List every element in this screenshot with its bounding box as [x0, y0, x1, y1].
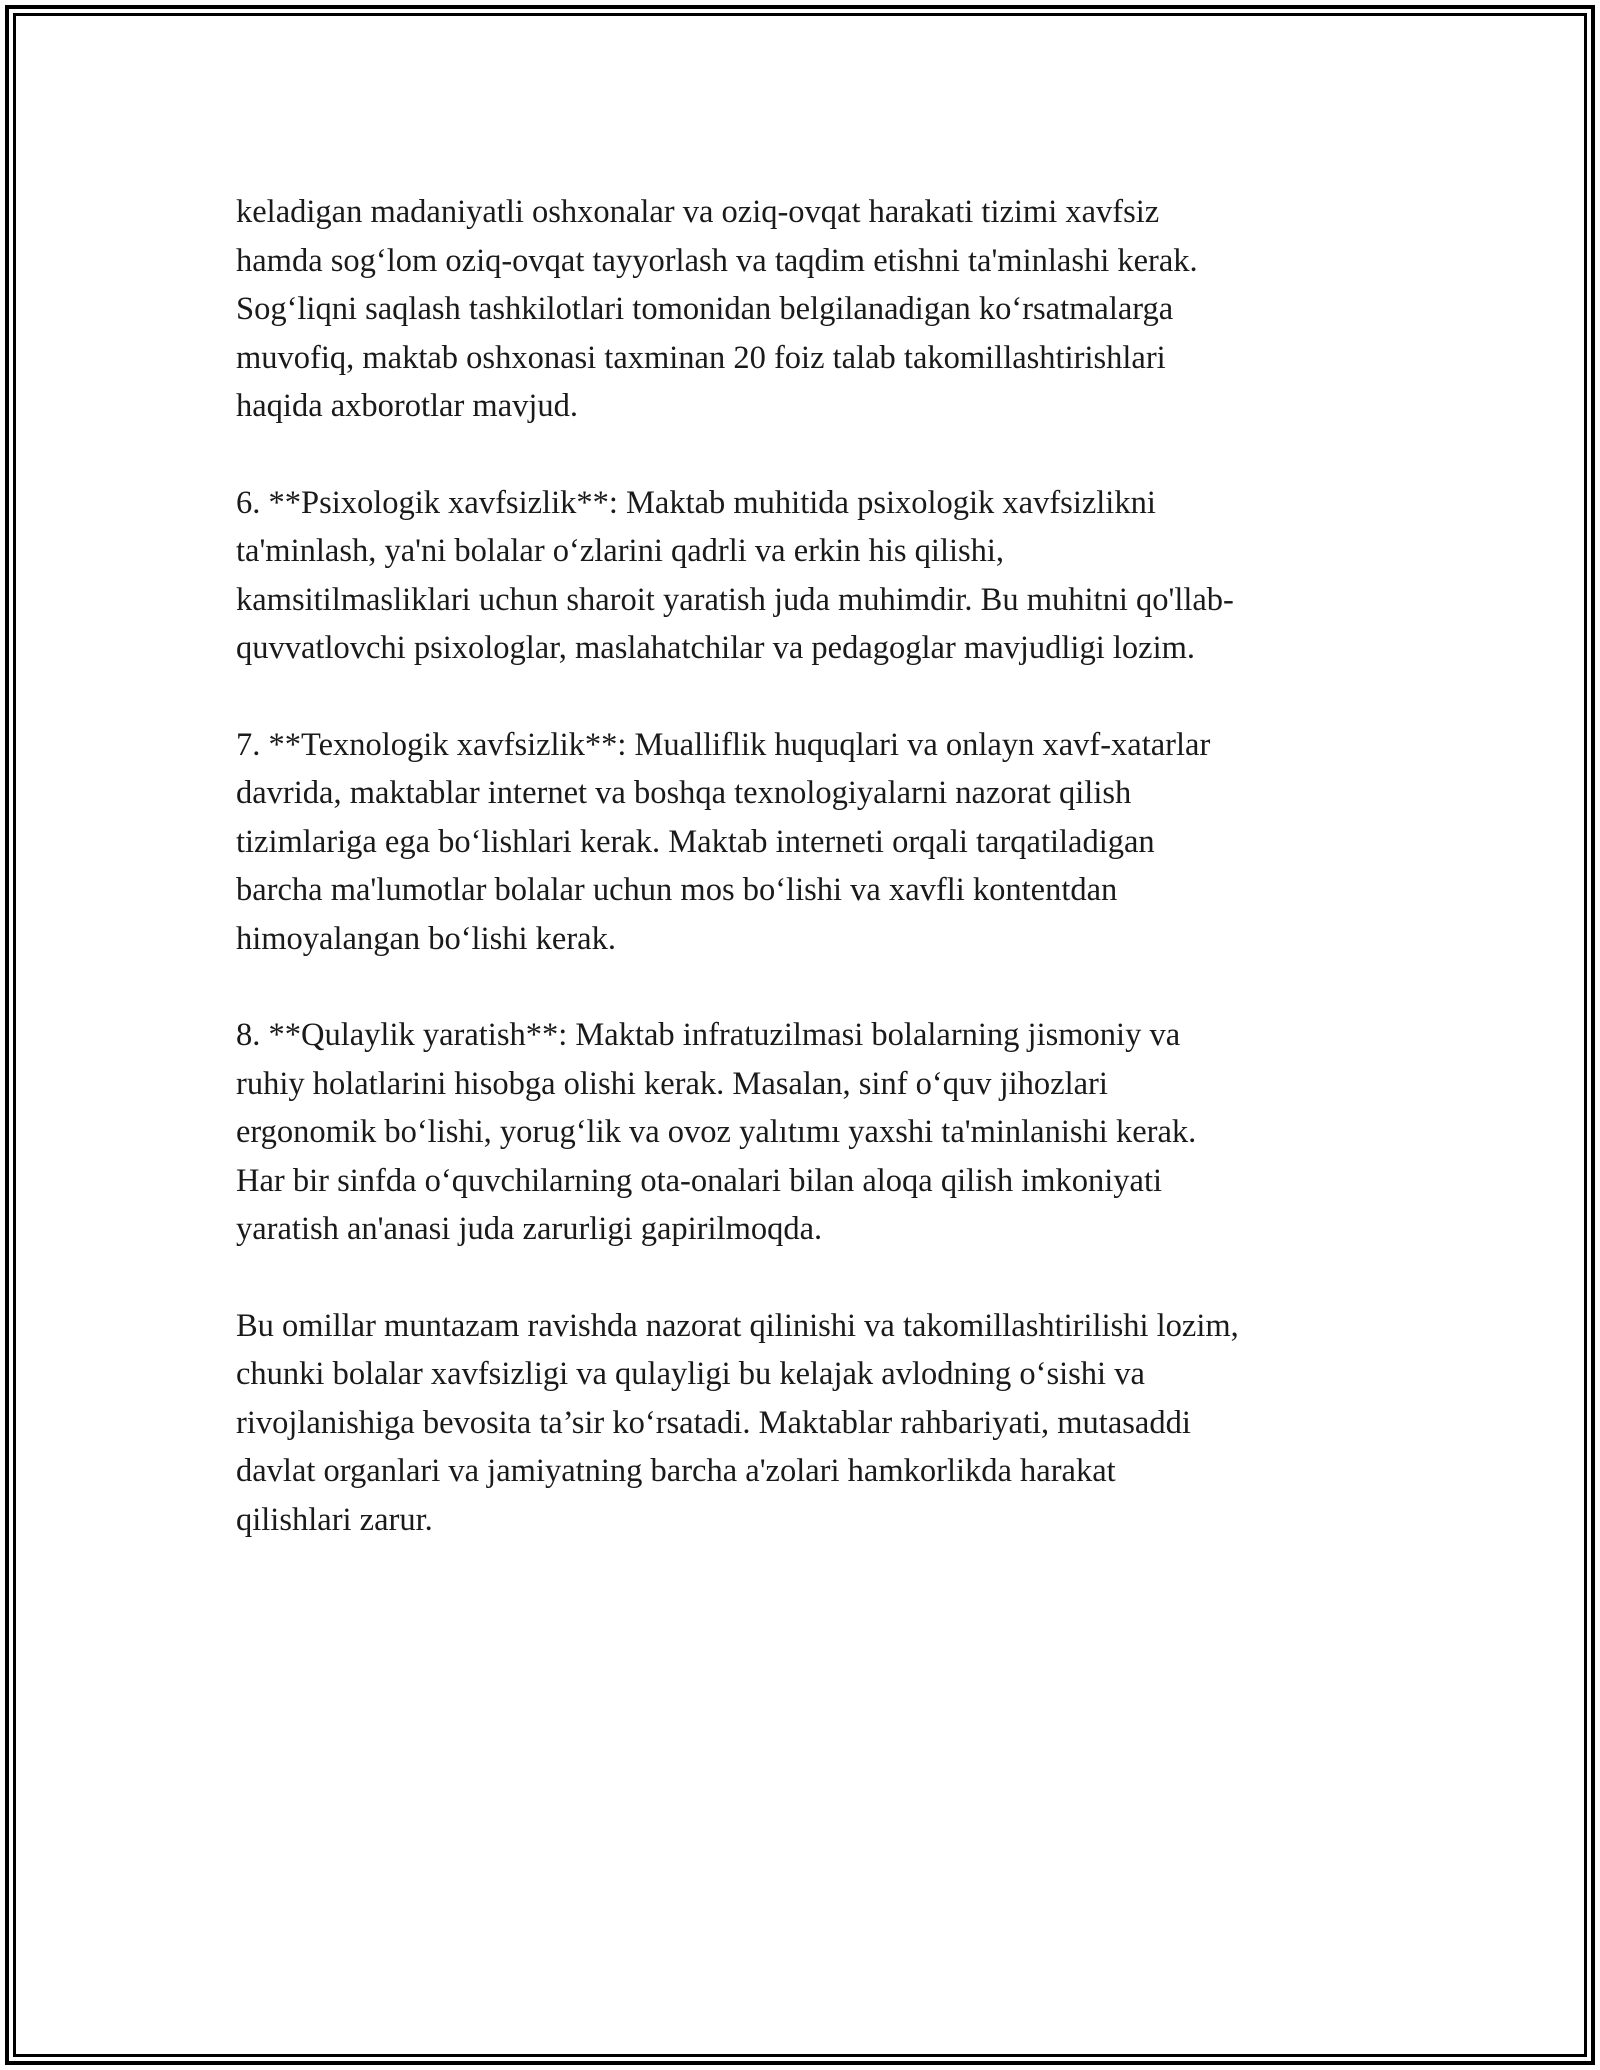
paragraph-technological-safety: 7. **Texnologik xavfsizlik**: Mualliflik huquqlari va onlayn xavf-xatarlar davrida, maktablar internet va boshqa texnologiyalarni nazorat qilish tizimlariga ega bo‘lishlari kerak. Maktab interneti orqali tarqatiladigan barcha ma'lumotlar bolalar uchun mos bo‘lishi va xavfli kontentdan himoyalangan bo‘lishi kerak. — [236, 726, 1211, 957]
paragraph-conclusion: Bu omillar muntazam ravishda nazorat qilinishi va takomillashtirilishi lozim, chunki bolalar xavfsizligi va qulayligi bu kelajak avlodning o‘sishi va rivojlanishiga bevosita ta’sir ko‘rsatadi. Maktablar rahbariyati, mutasaddi davlat organlari va jamiyatning barcha a'zolari hamkorlikda harakat qilishlari zarur. — [236, 1307, 1239, 1538]
paragraph-comfort: 8. **Qulaylik yaratish**: Maktab infratuzilmasi bolalarning jismoniy va ruhiy holatlarini hisobga olishi kerak. Masalan, sinf o‘quv jihozlari ergonomik bo‘lishi, yorug‘lik va ovoz yalıtımı yaxshi ta'minlanishi kerak. Har bir sinfda o‘quvchilarning ota-onalari bilan aloqa qilish imkoniyati yaratish an'anasi juda zarurligi gapirilmoqda. — [236, 1017, 1197, 1247]
paragraph-psychological-safety: 6. **Psixologik xavfsizlik**: Maktab muhitida psixologik xavfsizlikni ta'minlash, ya'ni bolalar o‘zlarini qadrli va erkin his qilishi, kamsitilmasliklari uchun sharoit yaratish juda muhimdir. Bu muhitni qo'llab- quvvatlovchi psixologlar, maslahatchilar va pedagoglar mavjudligi lozim. — [236, 484, 1234, 666]
paragraph-school-cafeteria: keladigan madaniyatli oshxonalar va oziq-ovqat harakati tizimi xavfsiz hamda sog‘lom oziq-ovqat tayyorlash va taqdim etishni ta'minlashi kerak. Sog‘liqni saqlash tashkilotlari tomonidan belgilanadigan ko‘rsatmalarga muvofiq, maktab oshxonasi taxminan 20 foiz talab takomillashtirishlari haqida axborotlar mavjud. — [236, 194, 1198, 424]
document-body — [236, 188, 1396, 1592]
